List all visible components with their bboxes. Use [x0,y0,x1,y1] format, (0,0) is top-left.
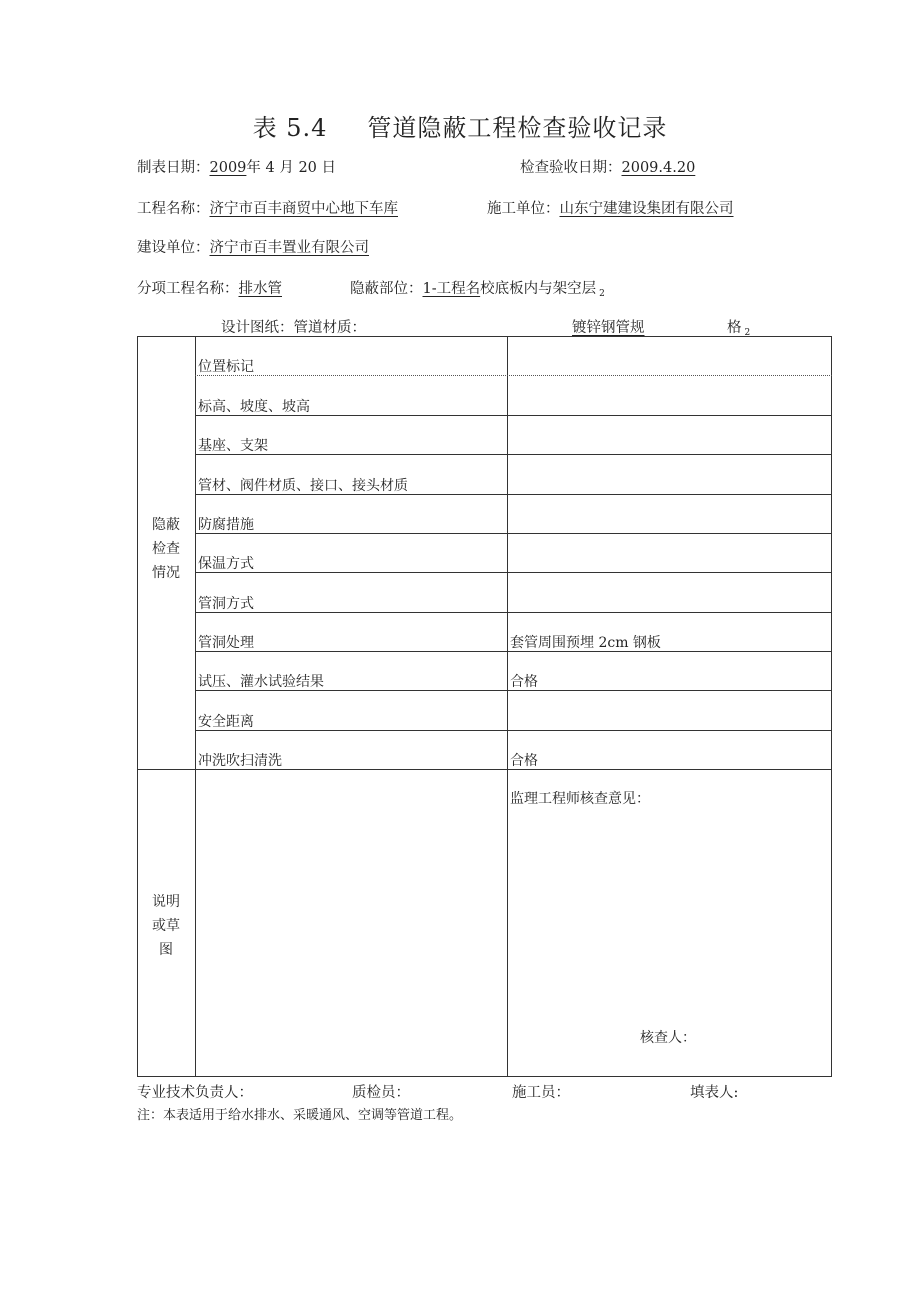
row-item: 管材、阀件材质、接口、接头材质 [198,478,408,494]
row-item: 位置标记 [198,359,254,375]
material: 镀锌钢管规 [572,320,645,336]
checker-label: 核查人： [640,1030,696,1046]
row-line [195,572,832,573]
col-divider-right [507,336,508,1077]
row-line [195,454,832,455]
row-value: 合格 [510,753,538,769]
subproject: 分项工程名称：排水管 [137,281,282,297]
hidden-part: 隐蔽部位：1-工程名校底板内与架空层 $_2$ [350,281,605,299]
qc-label: 质检员： [352,1085,410,1101]
row-item: 试压、灌水试验结果 [198,674,324,690]
row-line [195,533,832,534]
footnote: 注：本表适用于给水排水、采暖通风、空调等管道工程。 [137,1108,463,1123]
filler-label: 填表人: [690,1085,739,1101]
row-item: 冲洗吹扫清洗 [198,753,282,769]
row-item: 防腐措施 [198,517,254,533]
label-line: 检查 [152,541,180,557]
supervisor-opinion-label: 监理工程师核查意见： [510,791,650,807]
tech-lead-label: 专业技术负责人： [137,1085,253,1101]
row-item: 保温方式 [198,556,254,572]
row-value: 套管周围预埋 2cm 钢板 [510,635,661,651]
row-item: 管洞处理 [198,635,254,651]
label-line: 隐蔽 [152,517,180,533]
row-line [195,730,832,731]
title-text: 管道隐蔽工程检查验收记录 [367,114,668,142]
label-line: 说明 [152,894,180,910]
row-item: 管洞方式 [198,596,254,612]
row-item: 基座、支架 [198,438,268,454]
row-line [195,612,832,613]
drawing: 设计图纸：管道材质： [221,320,366,336]
inspect-date: 检查验收日期：2009.4.20 [520,160,696,176]
page-title [0,108,920,143]
owner: 建设单位：济宁市百丰置业有限公司 [137,240,369,256]
label-line: 图 [159,942,173,958]
col-divider-left [195,336,196,1077]
make-date: 制表日期：2009年 4 月 20 日 [137,160,337,176]
contractor: 施工单位：山东宁建建设集团有限公司 [487,201,734,217]
section-label-inspection [146,513,186,585]
builder-label: 施工员： [512,1085,570,1101]
row-line [195,375,832,376]
spec: 格 $_2$ [727,320,751,338]
label-line: 情况 [152,565,180,581]
row-item: 安全距离 [198,714,254,730]
table-number: 表 5.4 [252,114,328,142]
section-label-notes [146,890,186,962]
label-line: 或草 [152,918,180,934]
project-name: 工程名称：济宁市百丰商贸中心地下车库 [137,201,398,217]
row-value: 合格 [510,674,538,690]
row-item: 标高、坡度、坡高 [198,399,310,415]
